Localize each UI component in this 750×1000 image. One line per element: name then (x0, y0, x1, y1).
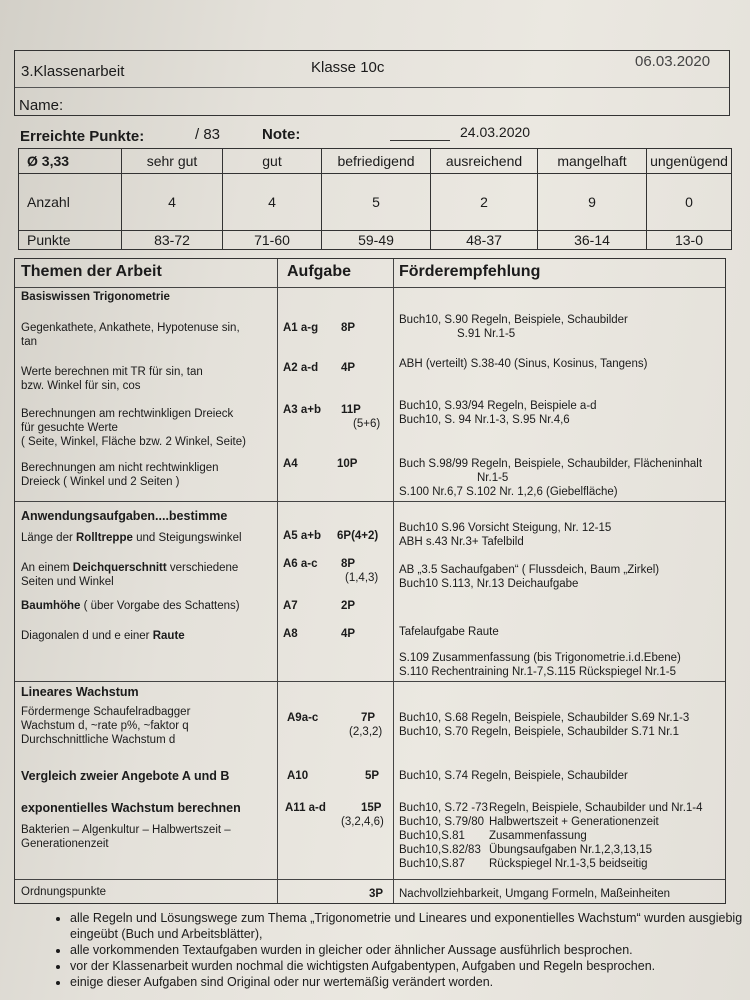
task-points: 6P(4+2) (337, 530, 379, 542)
column-header-task: Aufgabe (287, 263, 351, 280)
recommendation-text: Buch10 S.113, Nr.13 Deichaufgabe (399, 578, 579, 590)
topic-text: An einem (21, 562, 73, 574)
topic-text: Werte berechnen mit TR für sin, tan (21, 366, 203, 378)
exam-title: 3.Klassenarbeit (21, 63, 125, 80)
task-id: A4 (283, 458, 298, 470)
task-points: 8P (341, 322, 356, 334)
task-points: 7P (361, 712, 376, 724)
grade-header: gut (223, 149, 322, 174)
task-points-split: (5+6) (353, 418, 381, 430)
recommendation-text: Buch10, S.90 Regeln, Beispiele, Schaubilder (399, 314, 628, 326)
column-header-recommendation: Förderempfehlung (399, 263, 541, 280)
return-date: 24.03.2020 (460, 124, 531, 140)
recommendation-text: Halbwertszeit + Generationenzeit (489, 816, 659, 828)
grade-count: 2 (431, 174, 538, 231)
topic-cell (21, 823, 231, 851)
average-grade: Ø 3,33 (19, 149, 122, 174)
book-ref: Buch10,S.82/83 (399, 844, 481, 856)
task-points: 2P (341, 600, 356, 612)
task-id: A3 a+b (283, 404, 322, 416)
topic-text: bzw. Winkel für sin, cos (21, 380, 141, 392)
grade-count: 4 (122, 174, 223, 231)
task-points: 4P (341, 362, 356, 374)
notes-list (30, 910, 750, 990)
task-points: 8P (341, 558, 356, 570)
task-id: A8 (283, 628, 298, 640)
note-item: • vor der Klassenarbeit wurden nochmal die wichtigsten Aufgabentypen, Aufgaben und Regeln besprochen. (70, 958, 750, 974)
recommendation-text: Übungsaufgaben Nr.1,2,3,13,15 (489, 844, 653, 856)
section-divider (15, 501, 725, 502)
grade-distribution-table (18, 148, 732, 250)
recommendation-text: S.110 Rechentraining Nr.1-7,S.115 Rückspiegel Nr.1-5 (399, 666, 677, 678)
recommendation-text: S.109 Zusammenfassung (bis Trigonometrie.i.d.Ebene) (399, 652, 681, 664)
grade-label: Note: (262, 126, 301, 143)
recommendation-text: Buch S.98/99 Regeln, Beispiele, Schaubilder, Flächeninhalt (399, 458, 703, 470)
points-range: 48-37 (431, 231, 538, 250)
book-ref: Buch10,S.81 (399, 830, 465, 842)
note-item: • alle vorkommenden Textaufgaben wurden in gleicher oder ähnlicher Aussage ausführlich besprochen. (70, 942, 750, 958)
topic-text: Berechnungen am rechtwinkligen Dreieck (21, 408, 234, 420)
grade-count: 5 (322, 174, 431, 231)
recommendation-row (399, 801, 719, 815)
header-box (14, 50, 730, 116)
section-title: Anwendungsaufgaben....bestimme (21, 509, 228, 523)
section-divider (15, 681, 725, 682)
topic-text: Durchschnittliche Wachstum d (21, 734, 176, 746)
points-range: 59-49 (322, 231, 431, 250)
footer-divider (15, 879, 725, 880)
topic-keyword: exponentielles Wachstum berechnen (21, 801, 241, 815)
task-points: 4P (341, 628, 356, 640)
recommendation-text: Buch10, S.68 Regeln, Beispiele, Schaubilder S.69 Nr.1-3 (399, 712, 690, 724)
topic-cell (21, 599, 240, 613)
book-ref: Buch10,S.87 (399, 858, 465, 870)
topic-keyword: Vergleich zweier Angebote A und B (21, 769, 230, 783)
recommendation-text: S.100 Nr.6,7 S.102 Nr. 1,2,6 (Giebelfläche) (399, 486, 618, 498)
task-points-split: (1,4,3) (345, 572, 379, 584)
header-divider (15, 87, 729, 88)
grade-header: sehr gut (122, 149, 223, 174)
task-points: 15P (361, 802, 382, 814)
topic-keyword: Deichquerschnitt (72, 562, 167, 574)
topic-keyword: Baumhöhe (21, 600, 81, 612)
points-total: / 83 (195, 126, 221, 143)
task-id: A9a-c (287, 712, 319, 724)
topic-cell (21, 365, 203, 393)
recommendation-cell (399, 801, 719, 871)
recommendation-cell (399, 563, 659, 591)
topic-text: Diagonalen d und e einer (21, 630, 153, 642)
recommendation-text: ABH (verteilt) S.38-40 (Sinus, Kosinus, Tangens) (399, 358, 648, 370)
topic-text: für gesuchte Werte (21, 422, 118, 434)
recommendation-cell (399, 651, 681, 679)
recommendation-row (399, 829, 719, 843)
order-points-label: Ordnungspunkte (21, 886, 107, 898)
grade-count: 9 (538, 174, 647, 231)
points-range: 71-60 (223, 231, 322, 250)
recommendation-text: Buch10 S.96 Vorsicht Steigung, Nr. 12-15 (399, 522, 612, 534)
topic-text: Berechnungen am nicht rechtwinkligen (21, 462, 219, 474)
topic-text: tan (21, 336, 37, 348)
task-id: A6 a-c (283, 558, 318, 570)
task-points-split: (2,3,2) (349, 726, 383, 738)
recommendation-text: Nr.1-5 (477, 472, 509, 484)
topic-text: ( Seite, Winkel, Fläche bzw. 2 Winkel, Seite) (21, 436, 246, 448)
recommendation-text: Buch10, S. 94 Nr.1-3, S.95 Nr.4,6 (399, 414, 570, 426)
topic-keyword: Raute (152, 630, 185, 642)
recommendation-text: S.91 Nr.1-5 (457, 328, 516, 340)
recommendation-text: Zusammenfassung (489, 830, 587, 842)
points-row-label: Punkte (19, 231, 122, 250)
task-id: A10 (287, 770, 309, 782)
class-label: Klasse 10c (311, 59, 385, 76)
recommendation-row (399, 843, 719, 857)
header-row-divider (15, 287, 725, 288)
topic-text: Wachstum d, ~rate p%, ~faktor q (21, 720, 189, 732)
topic-cell (21, 629, 185, 643)
recommendation-row (399, 857, 719, 871)
task-points: 5P (365, 770, 380, 782)
note-item: • alle Regeln und Lösungswege zum Thema „Trigonometrie und Lineares und exponentielles Wachstum“ wurden ausgiebig eingeübt (Buch und Arbeitsblätter), (70, 910, 750, 942)
column-divider (393, 259, 394, 903)
task-points: 10P (337, 458, 358, 470)
topic-text: Bakterien – Algenkultur – Halbwertszeit – (21, 824, 231, 836)
topic-cell (21, 705, 190, 747)
topic-cell (21, 531, 242, 545)
task-id: A11 a-d (285, 802, 326, 814)
book-ref: Buch10, S.79/80 (399, 816, 485, 828)
task-points: 11P (341, 404, 361, 416)
topic-text: Fördermenge Schaufelradbagger (21, 706, 191, 718)
grade-count: 0 (647, 174, 732, 231)
note-item: • einige dieser Aufgaben sind Original oder nur wertemäßig verändert worden. (70, 974, 750, 990)
grade-header: ungenügend (647, 149, 732, 174)
recommendation-row (399, 815, 719, 829)
task-id: A1 a-g (283, 322, 319, 334)
recommendation-text: AB „3.5 Sachaufgaben“ ( Flussdeich, Baum „Zirkel) (399, 564, 660, 576)
recommendation-text: Buch10, S.93/94 Regeln, Beispiele a-d (399, 400, 597, 412)
recommendation-cell (399, 399, 597, 427)
points-range: 13-0 (647, 231, 732, 250)
grade-line (390, 140, 450, 141)
task-id: A2 a-d (283, 362, 319, 374)
topic-cell (21, 407, 246, 449)
recommendation-cell (399, 313, 628, 341)
section-title: Basiswissen Trigonometrie (21, 291, 170, 303)
task-id: A5 a+b (283, 530, 322, 542)
topic-text: Gegenkathete, Ankathete, Hypotenuse sin, (21, 322, 240, 334)
topic-text: verschiedene (166, 562, 239, 574)
recommendation-cell (399, 521, 611, 549)
exam-date: 06.03.2020 (635, 53, 711, 70)
recommendation-text: Rückspiegel Nr.1-3,5 beidseitig (489, 858, 648, 870)
grade-header: befriedigend (322, 149, 431, 174)
topic-text: Länge der (21, 532, 76, 544)
topic-cell (21, 561, 238, 589)
recommendation-cell (399, 711, 689, 739)
column-header-topics: Themen der Arbeit (21, 263, 162, 280)
grade-count: 4 (223, 174, 322, 231)
grade-header: mangelhaft (538, 149, 647, 174)
task-id: A7 (283, 600, 298, 612)
topic-text: Generationenzeit (21, 838, 109, 850)
topic-cell (21, 461, 219, 489)
task-points: 3P (369, 888, 384, 900)
grade-header: ausreichend (431, 149, 538, 174)
column-divider (277, 259, 278, 903)
task-points-split: (3,2,4,6) (341, 816, 384, 828)
topic-text: ( über Vorgabe des Schattens) (80, 600, 240, 612)
topics-table (14, 258, 726, 904)
recommendation-text: Buch10, S.74 Regeln, Beispiele, Schaubilder (399, 770, 628, 782)
count-label: Anzahl (19, 174, 122, 231)
recommendation-text: Regeln, Beispiele, Schaubilder und Nr.1-4 (489, 802, 703, 814)
points-range: 36-14 (538, 231, 647, 250)
recommendation-cell (399, 457, 702, 499)
recommendation-text: ABH s.43 Nr.3+ Tafelbild (399, 536, 524, 548)
recommendation-text: Tafelaufgabe Raute (399, 626, 499, 638)
points-range: 83-72 (122, 231, 223, 250)
name-label: Name: (19, 97, 64, 114)
recommendation-text: Nachvollziehbarkeit, Umgang Formeln, Maßeinheiten (399, 888, 671, 900)
topic-text: Seiten und Winkel (21, 576, 114, 588)
recommendation-text: Buch10, S.70 Regeln, Beispiele, Schaubilder S.71 Nr.1 (399, 726, 680, 738)
points-label: Erreichte Punkte: (20, 128, 145, 145)
topic-keyword: Rolltreppe (76, 532, 133, 544)
book-ref: Buch10, S.72 -73 (399, 802, 488, 814)
section-title: Lineares Wachstum (21, 685, 139, 699)
topic-text: und Steigungswinkel (132, 532, 242, 544)
topic-cell (21, 321, 240, 349)
topic-text: Dreieck ( Winkel und 2 Seiten ) (21, 476, 180, 488)
